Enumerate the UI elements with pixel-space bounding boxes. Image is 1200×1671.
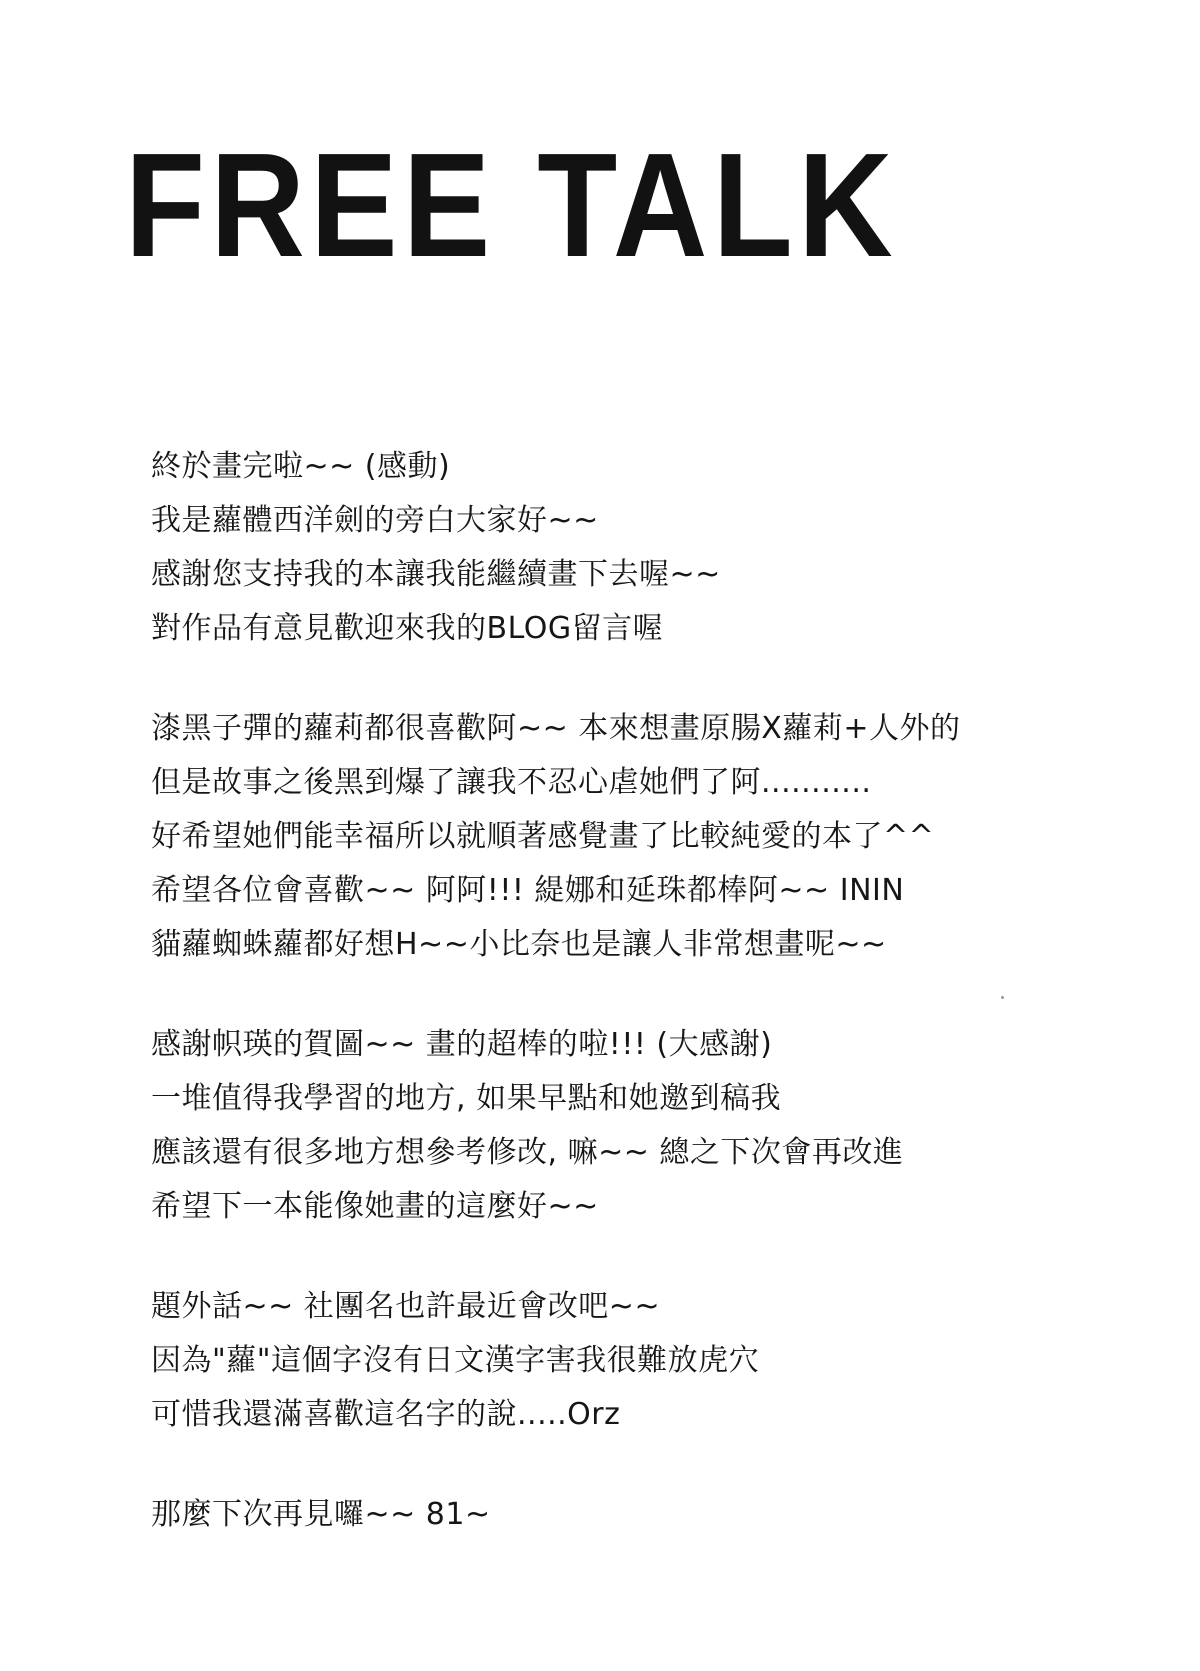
paragraph-gap: [151, 1442, 1151, 1488]
paragraph-gap: [151, 1234, 1151, 1280]
paragraph-2: [151, 702, 1151, 972]
text-line: 漆黑子彈的蘿莉都很喜歡阿~~ 本來想畫原腸X蘿莉+人外的: [151, 711, 961, 746]
text-line: 好希望她們能幸福所以就順著感覺畫了比較純愛的本了^^: [151, 819, 935, 854]
paragraph-gap: [151, 656, 1151, 702]
text-line: 感謝您支持我的本讓我能繼續畫下去喔~~: [151, 557, 721, 592]
free-talk-body: [151, 440, 1151, 1542]
paragraph-1: [151, 440, 1151, 656]
paragraph-5: [151, 1488, 1151, 1542]
page-title: FREE TALK: [125, 123, 898, 288]
scan-speck: [1001, 996, 1004, 999]
text-line: 希望下一本能像她畫的這麼好~~: [151, 1189, 599, 1224]
text-line: 但是故事之後黑到爆了讓我不忍心虐她們了阿...........: [151, 765, 872, 800]
text-line: 一堆值得我學習的地方, 如果早點和她邀到稿我: [151, 1081, 782, 1116]
text-line: 感謝帜瑛的賀圖~~ 畫的超棒的啦!!! (大感謝): [151, 1027, 773, 1062]
text-line: 因為"蘿"這個字沒有日文漢字害我很難放虎穴: [151, 1343, 760, 1378]
text-line: 那麼下次再見囉~~ 81~: [151, 1497, 491, 1532]
text-line: 我是蘿體西洋劍的旁白大家好~~: [151, 503, 599, 538]
text-line: 題外話~~ 社團名也許最近會改吧~~: [151, 1289, 661, 1324]
text-line: 貓蘿蜘蛛蘿都好想H~~小比奈也是讓人非常想畫呢~~: [151, 927, 887, 962]
text-line: 希望各位會喜歡~~ 阿阿!!! 緹娜和延珠都棒阿~~ ININ: [151, 873, 905, 908]
text-line: 可惜我還滿喜歡這名字的說.....Orz: [151, 1397, 621, 1432]
paragraph-4: [151, 1280, 1151, 1442]
text-line: 對作品有意見歡迎來我的BLOG留言喔: [151, 611, 664, 646]
paragraph-gap: [151, 972, 1151, 1018]
paragraph-3: [151, 1018, 1151, 1234]
text-line: 應該還有很多地方想參考修改, 嘛~~ 總之下次會再改進: [151, 1135, 904, 1170]
text-line: 終於畫完啦~~ (感動): [151, 449, 451, 484]
